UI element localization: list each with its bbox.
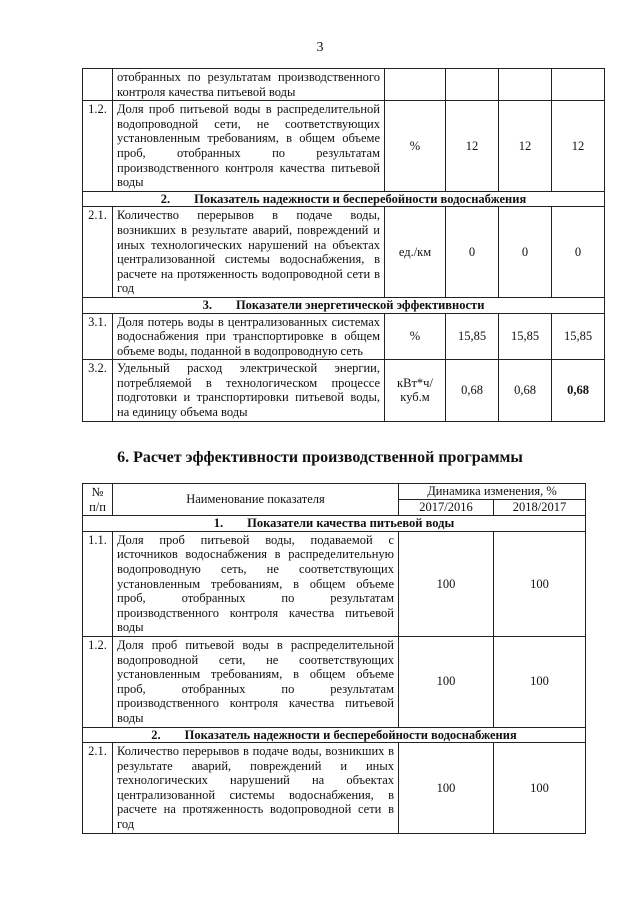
value-cell: 15,85 bbox=[552, 313, 605, 360]
value-cell: 12 bbox=[446, 101, 499, 192]
indicator-name: Количество перерывов в подаче воды, возникших в результате аварий, повреждений и иных технологических нарушений на объектах централизованной системы водоснабжения, в расчете на протяженность водопроводной сети в год bbox=[113, 743, 399, 834]
section-row bbox=[83, 297, 605, 313]
indicator-name: Доля потерь воды в централизованных системах водоснабжения при транспортировке в общем объеме воды, поданной в водопроводную сеть bbox=[113, 313, 385, 360]
row-number: 1.1. bbox=[83, 531, 113, 636]
value-cell: 100 bbox=[399, 531, 494, 636]
value-cell: 0 bbox=[446, 207, 499, 298]
value-cell bbox=[552, 69, 605, 101]
indicator-name: Количество перерывов в подаче воды, возникших в результате аварий, повреждений и иных технологических нарушений на объектах централизованной системы водоснабжения, в расчете на протяженность водопроводной сети в год bbox=[113, 207, 385, 298]
table-row bbox=[83, 743, 586, 834]
value-cell: 100 bbox=[399, 743, 494, 834]
value-cell: 15,85 bbox=[446, 313, 499, 360]
row-number: 3.1. bbox=[83, 313, 113, 360]
value-cell: 12 bbox=[552, 101, 605, 192]
section-title bbox=[83, 191, 605, 207]
section-number: 1. bbox=[213, 516, 224, 531]
section-row bbox=[83, 516, 586, 532]
section-label: Показатель надежности и бесперебойности водоснабжения bbox=[184, 727, 517, 742]
section-number: 2. bbox=[151, 727, 161, 742]
unit-cell: ед./км bbox=[385, 207, 446, 298]
table-header-row bbox=[83, 484, 586, 500]
section-label: Показатель надежности и бесперебойности водоснабжения bbox=[194, 191, 527, 206]
page-number: 3 bbox=[316, 40, 324, 55]
section-title bbox=[83, 727, 586, 743]
table-row bbox=[83, 636, 586, 727]
indicator-name: Удельный расход электрической энергии, потребляемой в технологическом процессе подготовки и транспортировки питьевой воды, на единицу объема воды bbox=[113, 360, 385, 421]
row-number: 2.1. bbox=[83, 743, 113, 834]
indicators-table bbox=[82, 68, 605, 422]
value-cell: 100 bbox=[494, 531, 586, 636]
efficiency-table bbox=[82, 483, 586, 834]
indicator-name: отобранных по результатам производственного контроля качества питьевой воды bbox=[113, 69, 385, 101]
header-dynamics: Динамика изменения, % bbox=[399, 484, 586, 500]
section-title bbox=[83, 297, 605, 313]
unit-cell: % bbox=[385, 101, 446, 192]
value-cell: 100 bbox=[494, 743, 586, 834]
unit-cell: кВт*ч/ куб.м bbox=[385, 360, 446, 421]
table-row bbox=[83, 101, 605, 192]
table-row bbox=[83, 360, 605, 421]
table-row bbox=[83, 531, 586, 636]
value-cell: 0 bbox=[552, 207, 605, 298]
section-title bbox=[83, 516, 586, 532]
value-cell: 0,68 bbox=[499, 360, 552, 421]
header-num: № п/п bbox=[83, 484, 113, 516]
row-number: 3.2. bbox=[83, 360, 113, 421]
unit-cell bbox=[385, 69, 446, 101]
value-cell: 12 bbox=[499, 101, 552, 192]
table-row bbox=[83, 313, 605, 360]
row-number: 1.2. bbox=[83, 101, 113, 192]
row-number: 1.2. bbox=[83, 636, 113, 727]
indicator-name: Доля проб питьевой воды в распределительной водопроводной сети, не соответствующих установленным требованиям, в общем объеме проб, отобранных по результатам производственного контроля качества питьевой воды bbox=[113, 636, 399, 727]
indicator-name: Доля проб питьевой воды в распределительной водопроводной сети, не соответствующих установленным требованиям, в общем объеме проб, отобранных по результатам производственного контроля качества питьевой воды bbox=[113, 101, 385, 192]
section-heading: 6. Расчет эффективности производственной программы bbox=[117, 449, 523, 466]
value-cell bbox=[499, 69, 552, 101]
value-cell: 0,68 bbox=[446, 360, 499, 421]
section-number: 3. bbox=[202, 297, 212, 312]
table-row bbox=[83, 207, 605, 298]
value-cell: 15,85 bbox=[499, 313, 552, 360]
value-cell: 0 bbox=[499, 207, 552, 298]
section-row bbox=[83, 191, 605, 207]
row-number bbox=[83, 69, 113, 101]
header-col-2017-2016: 2017/2016 bbox=[399, 500, 494, 516]
table-row bbox=[83, 69, 605, 101]
header-col-2018-2017: 2018/2017 bbox=[494, 500, 586, 516]
section-label: Показатели качества питьевой воды bbox=[247, 516, 455, 531]
value-cell bbox=[446, 69, 499, 101]
value-cell: 0,68 bbox=[552, 360, 605, 421]
indicator-name: Доля проб питьевой воды, подаваемой с источников водоснабжения в распределительную водопроводную сеть, не соответствующих установленным требованиям, в общем объеме проб, отобранных по результатам производственного контроля качества питьевой воды bbox=[113, 531, 399, 636]
value-cell: 100 bbox=[494, 636, 586, 727]
section-row bbox=[83, 727, 586, 743]
value-cell: 100 bbox=[399, 636, 494, 727]
section-label: Показатели энергетической эффективности bbox=[235, 297, 485, 312]
unit-cell: % bbox=[385, 313, 446, 360]
header-name: Наименование показателя bbox=[113, 484, 399, 516]
section-number: 2. bbox=[160, 191, 171, 206]
row-number: 2.1. bbox=[83, 207, 113, 298]
